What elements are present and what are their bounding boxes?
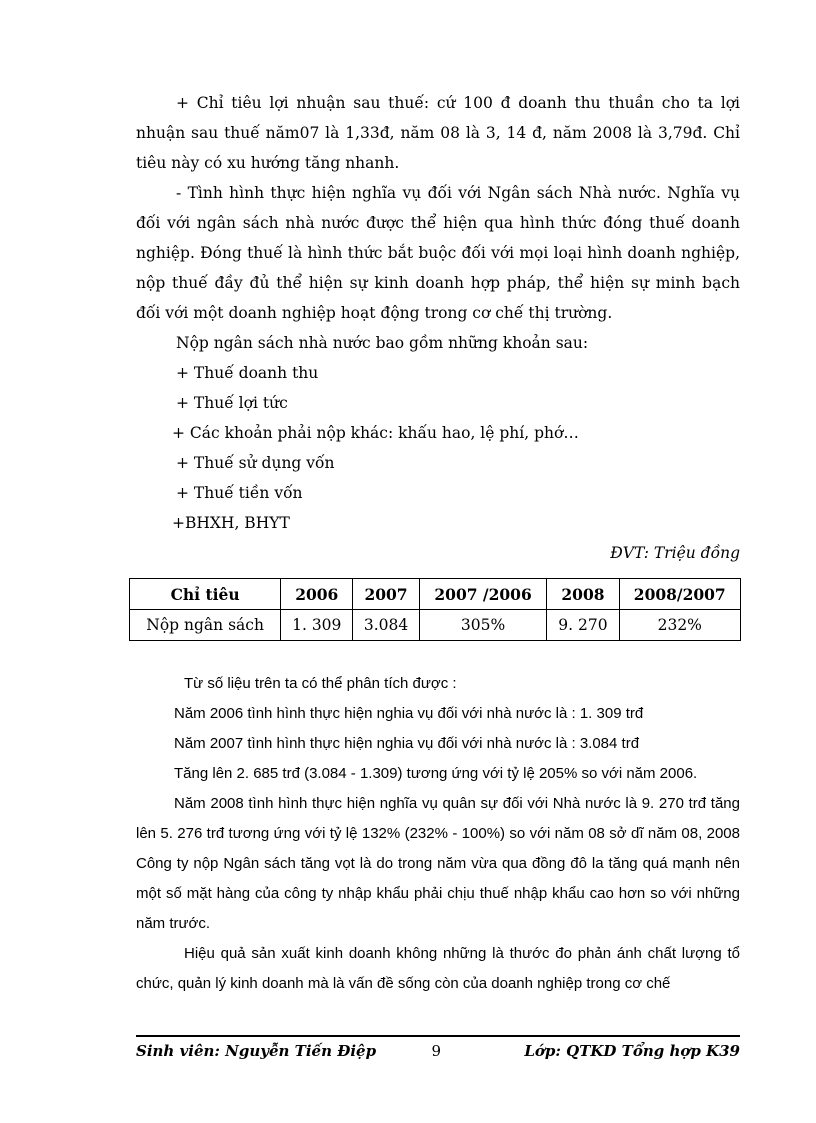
page-footer	[136, 1035, 740, 1060]
table-header-row	[130, 579, 741, 610]
list-item: + Thuế sử dụng vốn	[176, 454, 335, 472]
analysis-paragraph: Năm 2008 tình hình thực hiện nghĩa vụ quân sự đối với Nhà nước là 9. 270 trđ tăng lên 5. 276 trđ tương ứng với tỷ lệ 132% (232% - 100%) so với năm 08 sở dĩ năm 08, 2008 Công ty nộp Ngân sách tăng vọt là do trong năm vừa qua đồng đô la tăng quá mạnh nên một số mặt hàng của công ty nhập khẩu phải chịu thuế nhập khẩu cao hơn so với những năm trước.	[136, 795, 740, 932]
budget-table	[129, 578, 741, 641]
table-header-cell: 2007	[353, 579, 419, 610]
footer-class: Lớp: QTKD Tổng hợp K39	[524, 1042, 740, 1060]
analysis-section	[136, 669, 740, 999]
list-item: +BHXH, BHYT	[172, 514, 290, 532]
footer-student: Sinh viên: Nguyễn Tiến Điệp	[136, 1042, 377, 1060]
page-number: 9	[431, 1042, 441, 1060]
analysis-paragraph: Hiệu quả sản xuất kinh doanh không những là thước đo phản ánh chất lượng tổ chức, quản lý kinh doanh mà là vấn đề sống còn của doanh nghiệp trong cơ chế	[136, 945, 740, 992]
table-cell: 3.084	[353, 610, 419, 641]
table-row	[130, 610, 741, 641]
table-cell: 1. 309	[281, 610, 353, 641]
paragraph-budget-obligation: - Tình hình thực hiện nghĩa vụ đối với Ngân sách Nhà nước. Nghĩa vụ đối với ngân sách nhà nước được thể hiện qua hình thức đóng thuế doanh nghiệp. Đóng thuế là hình thức bắt buộc đối với mọi loại hình doanh nghiệp, nộp thuế đầy đủ thể hiện sự kinh doanh hợp pháp, thể hiện sự minh bạch đối với một doanh nghiệp hoạt động trong cơ chế thị trường.	[136, 184, 740, 322]
list-item: + Các khoản phải nộp khác: khấu hao, lệ phí, phớ…	[172, 424, 579, 442]
unit-note: ĐVT: Triệu đồng	[610, 544, 740, 562]
analysis-line: Năm 2007 tình hình thực hiện nghia vụ đối với nhà nước là : 3.084 trđ	[174, 735, 640, 752]
list-item: + Thuế lợi tức	[176, 394, 288, 412]
table-header-cell: 2008/2007	[619, 579, 740, 610]
analysis-line: Năm 2006 tình hình thực hiện nghia vụ đối với nhà nước là : 1. 309 trđ	[174, 705, 644, 722]
paragraph-profit-indicator: + Chỉ tiêu lợi nhuận sau thuế: cứ 100 đ doanh thu thuần cho ta lợi nhuận sau thuế năm07 là 1,33đ, năm 08 là 3, 14 đ, năm 2008 là 3,79đ. Chỉ tiêu này có xu hướng tăng nhanh.	[136, 94, 740, 172]
list-item: + Thuế doanh thu	[176, 364, 319, 382]
table-header-cell: 2006	[281, 579, 353, 610]
table-cell: 305%	[419, 610, 547, 641]
page-body	[136, 88, 740, 999]
table-header-cell: 2008	[547, 579, 619, 610]
table-header-cell: 2007 /2006	[419, 579, 547, 610]
table-cell: 9. 270	[547, 610, 619, 641]
analysis-intro: Từ số liệu trên ta có thể phân tích được :	[184, 675, 457, 692]
table-cell: 232%	[619, 610, 740, 641]
table-header-cell: Chỉ tiêu	[130, 579, 281, 610]
paragraph-budget-items-intro: Nộp ngân sách nhà nước bao gồm những khoản sau:	[176, 334, 589, 352]
analysis-line: Tăng lên 2. 685 trđ (3.084 - 1.309) tương ứng với tỷ lệ 205% so với năm 2006.	[174, 765, 698, 782]
list-item: + Thuế tiền vốn	[176, 484, 303, 502]
table-cell: Nộp ngân sách	[130, 610, 281, 641]
